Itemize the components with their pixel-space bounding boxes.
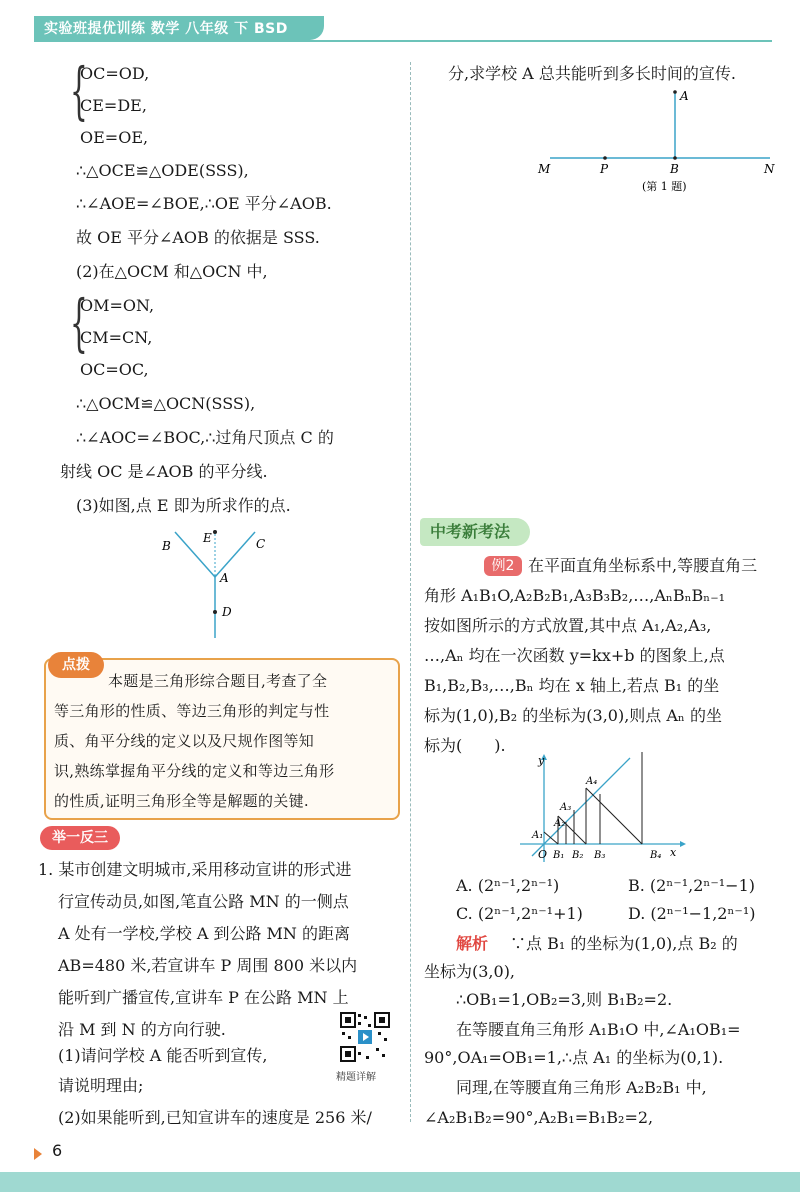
example-line: 标为( ). [424, 736, 506, 755]
problem-line: 能听到广播宣传,宣讲车 P 在公路 MN 上 [58, 988, 349, 1007]
triangles-figure [520, 752, 690, 872]
proof-line: CE=DE, [80, 96, 147, 115]
practice-tag: 举一反三 [40, 826, 120, 850]
tip-line: 质、角平分线的定义以及尺规作图等知 [54, 732, 315, 750]
fig1-label-m: M [538, 162, 551, 176]
problem-line: A 处有一学校,学校 A 到公路 MN 的距离 [58, 924, 351, 943]
fig1-label-a: A [680, 89, 689, 103]
problem-line: (1)请问学校 A 能否听到宣传, [58, 1046, 268, 1065]
proof-line: 故 OE 平分∠AOB 的依据是 SSS. [76, 228, 320, 247]
footer-bar [0, 1172, 800, 1192]
problem-line: (2)如果能听到,已知宣讲车的速度是 256 米/ [58, 1108, 372, 1127]
tip-line: 等三角形的性质、等边三角形的判定与性 [54, 702, 330, 720]
example-line: …,Aₙ 均在一次函数 y=kx+b 的图象上,点 [424, 646, 725, 665]
example-line: 角形 A₁B₁O,A₂B₂B₁,A₃B₃B₂,…,AₙBₙBₙ₋₁ [424, 586, 726, 605]
page-arrow-icon [34, 1148, 42, 1160]
option-b: B. (2ⁿ⁻¹,2ⁿ⁻¹−1) [628, 876, 756, 895]
fig2-label-a2: A₂ [554, 818, 566, 829]
book-title: 实验班提优训练 数学 八年级 下 BSD [44, 21, 288, 37]
proof-line: OC=OD, [80, 64, 150, 83]
example-tag: 例2 [484, 556, 522, 576]
qr-caption: 精题详解 [336, 1072, 376, 1083]
proof-line: 射线 OC 是∠AOB 的平分线. [60, 462, 268, 481]
solution-line: 在等腰直角三角形 A₁B₁O 中,∠A₁OB₁= [456, 1020, 741, 1039]
problem-line: AB=480 米,若宣讲车 P 周围 800 米以内 [58, 956, 358, 975]
option-a: A. (2ⁿ⁻¹,2ⁿ⁻¹) [456, 876, 560, 895]
fig1-label-b: B [670, 162, 679, 176]
solution-line: ∵点 B₁ 的坐标为(1,0),点 B₂ 的 [510, 934, 738, 953]
problem-line: 1. 某市创建文明城市,采用移动宣讲的形式进 [38, 860, 352, 879]
fig-label-d: D [222, 605, 232, 619]
fig-label-e: E [203, 531, 212, 545]
tip-line: 本题是三角形综合题目,考查了全 [108, 672, 328, 690]
option-d: D. (2ⁿ⁻¹−1,2ⁿ⁻¹) [628, 904, 756, 923]
tip-line: 识,熟练掌握角平分线的定义和等边三角形 [54, 762, 335, 780]
proof-line: OE=OE, [80, 128, 149, 147]
brace-2: { [70, 286, 88, 359]
fig2-label-o: O [538, 848, 548, 861]
fig1-label-p: P [600, 162, 609, 176]
solution-line: 同理,在等腰直角三角形 A₂B₂B₁ 中, [456, 1078, 707, 1097]
option-c: C. (2ⁿ⁻¹,2ⁿ⁻¹+1) [456, 904, 583, 923]
header-rule [34, 40, 772, 42]
qr-code-icon[interactable] [340, 1012, 390, 1062]
section-tag: 中考新考法 [420, 518, 530, 546]
fig-label-a: A [220, 571, 229, 585]
example-line: 标为(1,0),B₂ 的坐标为(3,0),则点 Aₙ 的坐 [424, 706, 722, 725]
fig2-label-b4: B₄ [650, 850, 662, 861]
fig1-label-n: N [764, 162, 775, 176]
fig1-caption: (第 1 题) [642, 180, 687, 193]
solution-line: 90°,OA₁=OB₁=1,∴点 A₁ 的坐标为(0,1). [424, 1048, 724, 1067]
fig2-label-a1: A₁ [532, 830, 544, 841]
example-line: B₁,B₂,B₃,…,Bₙ 均在 x 轴上,若点 B₁ 的坐 [424, 676, 720, 695]
proof-line: OM=ON, [80, 296, 155, 315]
example-line: 按如图所示的方式放置,其中点 A₁,A₂,A₃, [424, 616, 712, 635]
example-line: 在平面直角坐标系中,等腰直角三 [528, 556, 758, 575]
problem-line: 行宣传动员,如图,笔直公路 MN 的一侧点 [58, 892, 349, 911]
fig2-label-b3: B₃ [594, 850, 606, 861]
fig2-label-a4: A₄ [586, 776, 598, 787]
tip-line: 的性质,证明三角形全等是解题的关键. [54, 792, 309, 810]
proof-line: (3)如图,点 E 即为所求作的点. [76, 496, 291, 515]
proof-line: OC=OC, [80, 360, 149, 379]
tip-tag: 点拨 [48, 652, 104, 678]
fig2-label-x: x [670, 846, 677, 859]
brace-1: { [70, 54, 88, 127]
solution-line: ∠A₂B₁B₂=90°,A₂B₁=B₁B₂=2, [424, 1108, 654, 1127]
bisector-figure [160, 522, 270, 642]
proof-line: (2)在△OCM 和△OCN 中, [76, 262, 268, 281]
fig2-label-b2: B₂ [572, 850, 584, 861]
column-divider [410, 62, 411, 1122]
proof-line: ∴△OCE≌△ODE(SSS), [76, 161, 249, 180]
fig2-label-y: y [538, 754, 545, 767]
solution-line: ∴OB₁=1,OB₂=3,则 B₁B₂=2. [456, 990, 673, 1009]
proof-line: ∴△OCM≌△OCN(SSS), [76, 394, 256, 413]
solution-label: 解析 [456, 934, 489, 953]
solution-line: 坐标为(3,0), [424, 962, 516, 981]
problem-line: 沿 M 到 N 的方向行驶. [58, 1020, 226, 1039]
fig-label-c: C [256, 537, 266, 551]
page-number: 6 [52, 1141, 63, 1160]
proof-line: ∴∠AOE=∠BOE,∴OE 平分∠AOB. [76, 194, 332, 213]
fig2-label-b1: B₁ [553, 850, 565, 861]
proof-line: ∴∠AOC=∠BOC,∴过角尺顶点 C 的 [76, 428, 334, 447]
road-figure [530, 84, 780, 196]
problem-line: 分,求学校 A 总共能听到多长时间的宣传. [448, 64, 736, 83]
proof-line: CM=CN, [80, 328, 153, 347]
fig-label-b: B [162, 539, 171, 553]
fig2-label-a3: A₃ [560, 802, 572, 813]
problem-line: 请说明理由; [58, 1076, 144, 1095]
